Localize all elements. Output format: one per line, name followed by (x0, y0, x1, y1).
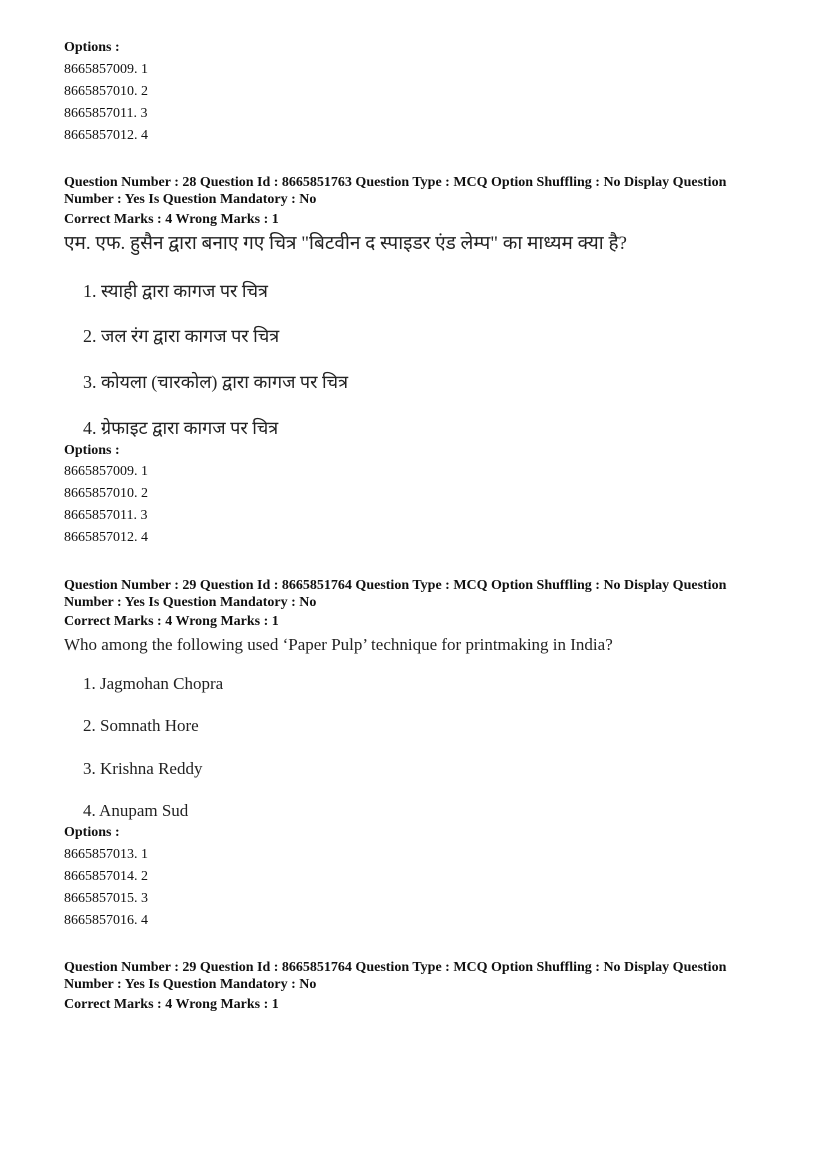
answer-choice: 3. कोयला (चारकोल) द्वारा कागज पर चित्र (83, 372, 349, 392)
answer-choice: 4. Anupam Sud (83, 801, 189, 820)
marks-line: Correct Marks : 4 Wrong Marks : 1 (64, 212, 279, 227)
option-code: 8665857010. 2 (64, 486, 148, 501)
question-meta (64, 578, 764, 611)
question-meta (64, 175, 764, 208)
question-meta-line: Question Number : 29 Question Id : 8665851764 Question Type : MCQ Option Shuffling : No Display Question (64, 578, 727, 593)
answer-choice: 2. जल रंग द्वारा कागज पर चित्र (83, 326, 280, 346)
question-meta-line: Question Number : 28 Question Id : 8665851763 Question Type : MCQ Option Shuffling : No Display Question (64, 175, 727, 190)
answer-choice: 1. स्याही द्वारा कागज पर चित्र (83, 281, 268, 301)
option-code: 8665857012. 4 (64, 530, 148, 545)
answer-choice: 4. ग्रेफाइट द्वारा कागज पर चित्र (83, 418, 279, 438)
options-label: Options : (64, 825, 120, 840)
option-code: 8665857011. 3 (64, 106, 148, 121)
option-code: 8665857016. 4 (64, 913, 148, 928)
option-code: 8665857013. 1 (64, 847, 148, 862)
option-code: 8665857009. 1 (64, 464, 148, 479)
answer-choice: 3. Krishna Reddy (83, 759, 203, 778)
question-meta (64, 960, 764, 993)
question-meta-line: Number : Yes Is Question Mandatory : No (64, 976, 317, 992)
option-code: 8665857014. 2 (64, 869, 148, 884)
answer-choice: 2. Somnath Hore (83, 716, 199, 735)
marks-line: Correct Marks : 4 Wrong Marks : 1 (64, 997, 279, 1012)
options-label: Options : (64, 40, 120, 55)
marks-line: Correct Marks : 4 Wrong Marks : 1 (64, 614, 279, 629)
option-code: 8665857010. 2 (64, 84, 148, 99)
question-text: Who among the following used ‘Paper Pulp’ technique for printmaking in India? (64, 635, 613, 654)
question-meta-line: Number : Yes Is Question Mandatory : No (64, 191, 317, 207)
options-label: Options : (64, 443, 120, 458)
question-text: एम. एफ. हुसैन द्वारा बनाए गए चित्र "बिटवीन द स्पाइडर एंड लेम्प" का माध्यम क्या है? (64, 233, 627, 254)
option-code: 8665857009. 1 (64, 62, 148, 77)
question-meta-line: Question Number : 29 Question Id : 8665851764 Question Type : MCQ Option Shuffling : No Display Question (64, 960, 727, 975)
option-code: 8665857012. 4 (64, 128, 148, 143)
option-code: 8665857015. 3 (64, 891, 148, 906)
option-code: 8665857011. 3 (64, 508, 148, 523)
answer-choice: 1. Jagmohan Chopra (83, 674, 224, 693)
question-meta-line: Number : Yes Is Question Mandatory : No (64, 594, 317, 610)
